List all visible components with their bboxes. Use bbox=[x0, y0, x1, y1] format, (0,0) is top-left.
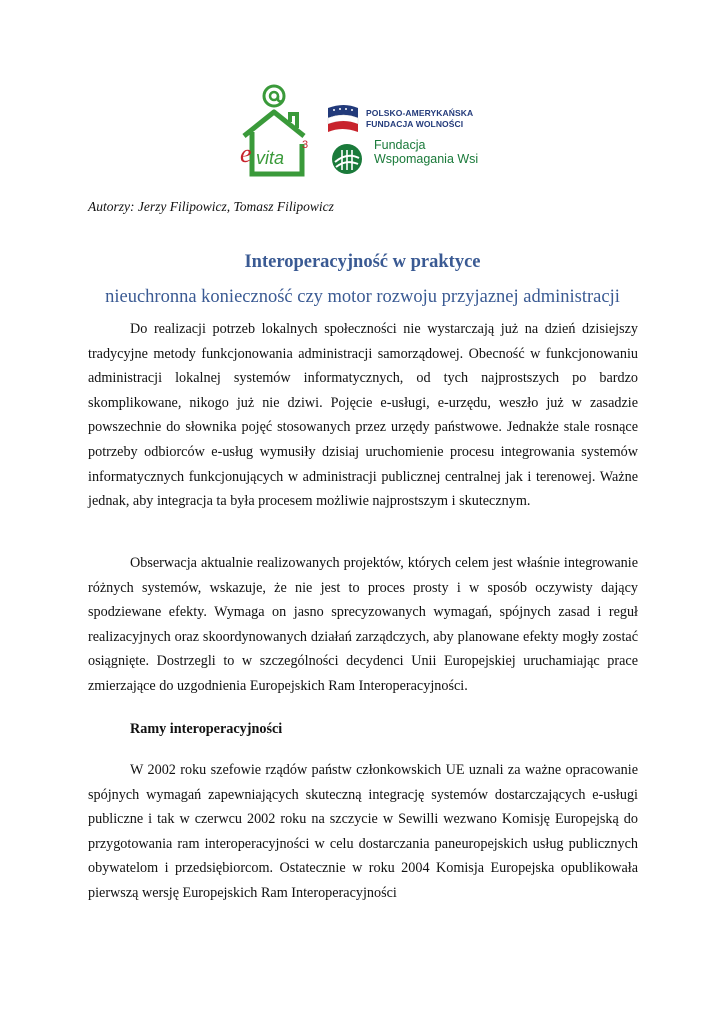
paragraph: W 2002 roku szefowie rządów państw członkowskich UE uznali za ważne opracowanie spójnych wymagań zapewniających skuteczną integrację systemów dostarczających e-usługi publiczne i tak w czerwcu 2002 roku na szczycie w Sewilli wezwano Komisję Europejską do przygotowania ram interoperacyjności w celu dostarczania paneuropejskich usług publicznych obywatelom i przedsiębiorcom. Ostatecznie w roku 2004 Komisja Europejska opublikowała pierwszą wersję Europejskich Ram Interoperacyjności bbox=[88, 762, 638, 901]
section-heading: Ramy interoperacyjności bbox=[130, 721, 283, 737]
flag-icon bbox=[326, 104, 360, 134]
authors-line: Autorzy: Jerzy Filipowicz, Tomasz Filipowicz bbox=[88, 199, 334, 214]
paragraph-2-block bbox=[88, 551, 638, 699]
fww-logo bbox=[330, 138, 500, 182]
fww-name-line1: Fundacja bbox=[374, 138, 426, 152]
document-title: Interoperacyjność w praktyce bbox=[244, 252, 481, 272]
svg-text:e: e bbox=[240, 139, 252, 168]
document-subtitle: nieuchronna konieczność czy motor rozwoju przyjaznej administracji bbox=[105, 287, 620, 307]
pafw-logo bbox=[326, 104, 496, 140]
fww-emblem-icon bbox=[330, 142, 364, 176]
header-logos bbox=[238, 82, 498, 182]
pafw-name-line2: FUNDACJA WOLNOŚCI bbox=[366, 119, 464, 129]
paragraph: Obserwacja aktualnie realizowanych projektów, których celem jest właśnie integrowanie różnych systemów, wskazuje, że nie jest to proces prosty i w sposób oczywisty dający spodziewane efekty. Wymaga on jasno sprecyzowanych wymagań, spójnych zasad i reguł realizacyjnych oraz skoordynowanych działań zarządczych, aby planowane efekty mogły zostać osiągnięte. Dostrzegli to w szczególności decydenci Unii Europejskiej uruchamiając prace zmierzające do uzgodnienia Europejskich Ram Interoperacyjności. bbox=[88, 555, 638, 694]
svg-text:vita: vita bbox=[256, 148, 285, 168]
paragraph: Do realizacji potrzeb lokalnych społeczności nie wystarczają już na dzień dzisiejszy tradycyjne metody funkcjonowania administracji samorządowej. Obecność w funkcjonowaniu administracji lokalnej systemów informatycznych, od tych najprostszych po bardzo skomplikowane, nikogo już nie dziwi. Pojęcie e-usługi, e-urzędu, weszło już w zasadzie powszechnie do słownika pojęć stosowanych przez urzędy państwowe. Jednakże stale rosnące potrzeby odbiorców e-usług wymusiły dzisiaj uruchomienie procesu integrowania systemów informatycznych funkcjonujących w administracji publicznej centralnej jak i terenowej. Ważne jednak, aby integracja ta była procesem możliwie najprostszym i skutecznym. bbox=[88, 321, 638, 510]
svg-text:3: 3 bbox=[302, 139, 309, 151]
evita-logo bbox=[238, 82, 318, 182]
paragraph-3-block bbox=[88, 758, 638, 906]
pafw-name-line1: POLSKO-AMERYKAŃSKA bbox=[366, 108, 474, 118]
paragraph-1-block bbox=[88, 317, 638, 514]
fww-name-line2: Wspomagania Wsi bbox=[374, 152, 479, 166]
